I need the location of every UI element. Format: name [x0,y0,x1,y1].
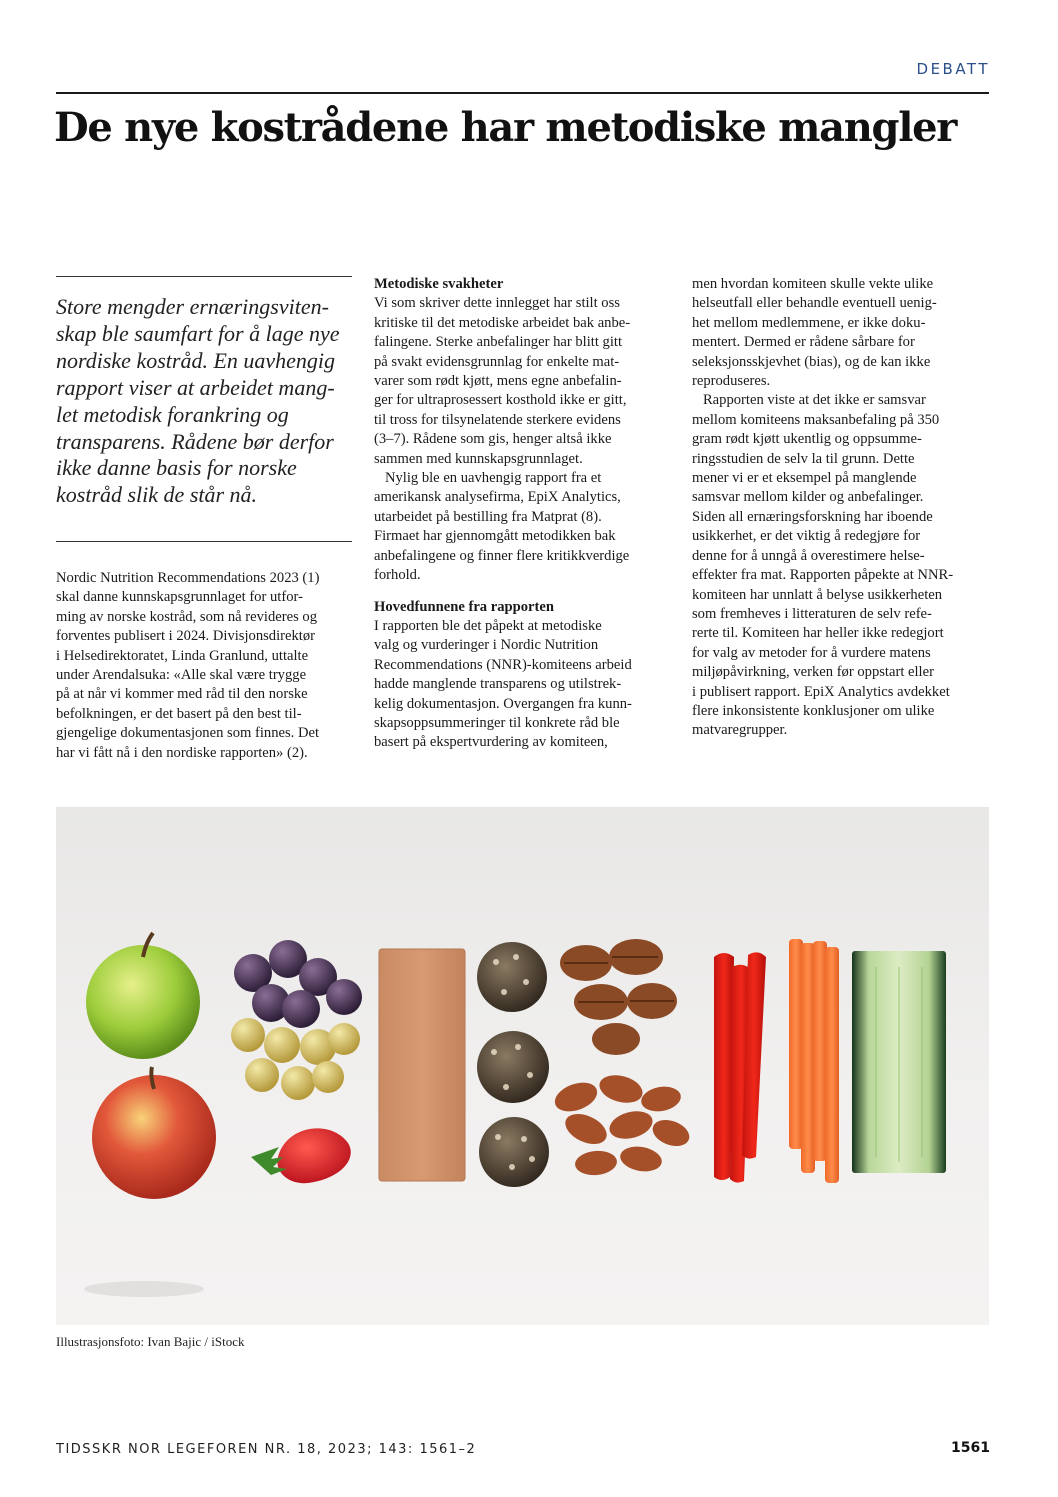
lede [56,294,356,509]
lede-line: transparens. Rådene bør derfor [56,428,334,454]
body-line: mellom komiteens maksanbefaling på 350 [692,411,940,428]
body-line: Nylig ble en uavhengig rapport fra et [374,470,602,487]
body-line: I rapporten ble det påpekt at metodiske [374,617,602,634]
body-line: utarbeidet på bestilling fra Matprat (8). [374,508,602,525]
body-line: miljøpåvirkning, verken før oppstart eller [692,664,934,681]
strawberry [251,1128,351,1183]
body-line: på svakt evidensgrunnlag for enkelte mat- [374,353,620,370]
lede-line: kostråd slik de står nå. [56,482,258,508]
body-line: i publisert rapport. EpiX Analytics avdekket [692,683,950,700]
body-line: for valg av metoder for å vurdere matens [692,644,931,661]
red-pepper-strips [714,952,766,1182]
body-line: het mellom medlemmene, er ikke doku- [692,314,926,331]
body-line: basert på ekspertvurdering av komiteen, [374,734,608,751]
body-line: mener vi er et eksempel på manglende [692,470,917,487]
body-line: ger for ultraprosessert kosthold ikke er gitt, [374,392,627,409]
paragraph-gap [374,586,674,598]
section-label: DEBATT [916,60,990,78]
column-1 [56,569,356,763]
body-line: men hvordan komiteen skulle vekte ulike [692,276,934,292]
body-line: ringsstudien de selv la til grunn. Dette [692,450,915,467]
body-line: forhold. [374,567,421,584]
body-line: kritiske til det metodiske arbeidet bak anbe- [374,314,631,331]
lede-bottom-rule [56,541,352,542]
body-line: Firmaet har gjennomgått metodikken bak [374,528,616,545]
body-line: effekter fra mat. Rapporten påpekte at NNR- [692,567,954,584]
subheading-metodiske-svakheter: Metodiske svakheter [374,276,504,292]
body-line: rerte til. Komiteen har heller ikke redegjort [692,625,944,642]
body-line: sammen med kunnskapsgrunnlaget. [374,450,583,467]
subheading-hovedfunnene: Hovedfunnene fra rapporten [374,598,554,615]
almonds [551,1071,693,1177]
body-line: falingene. Sterke anbefalinger har blitt gitt [374,334,623,351]
lede-top-rule [56,276,352,277]
body-line: forventes publisert i 2024. Divisjonsdirektør [56,628,316,645]
body-line: gram rødt kjøtt ukentlig og oppsumme- [692,431,922,448]
body-line: Siden all ernæringsforskning har iboende [692,508,933,525]
column-2 [374,275,674,753]
food-photo [56,807,989,1325]
body-line: Nordic Nutrition Recommendations 2023 (1) [56,570,320,586]
body-line: kelig dokumentasjon. Overgangen fra kunn- [374,695,632,712]
body-line: skapsoppsummeringer til konkrete råd ble [374,714,620,731]
column-3 [692,275,992,741]
photo-caption: Illustrasjonsfoto: Ivan Bajic / iStock [56,1334,245,1349]
body-line: ming av norske kostråd, som nå revideres og [56,608,318,625]
journal-footer: TIDSSKR NOR LEGEFOREN NR. 18, 2023; 143: 1561–2 [56,1442,477,1457]
body-line: på at når vi kommer med råd til den norske [56,686,308,703]
carrot-sticks [789,939,839,1183]
crispbread [379,949,465,1181]
body-line: befolkningen, er det basert på den best til- [56,705,302,722]
red-apple [92,1067,216,1199]
lede-line: ikke danne basis for norske [56,455,297,481]
body-line: reproduseres. [692,373,771,390]
body-line: har vi fått nå i den nordiske rapporten» (2). [56,744,308,761]
body-line: denne for å unngå å overestimere helse- [692,547,925,564]
body-line: mentert. Dermed er rådene sårbare for [692,334,915,351]
lede-line: nordiske kostråd. En uavhengig [56,347,336,373]
body-line: komiteen har unnlatt å belyse usikkerheten [692,586,943,603]
body-line: under Arendalsuka: «Alle skal være trygge [56,667,307,684]
body-line: til tross for tilsynelatende sterkere evidens [374,411,621,428]
lede-line: Store mengder ernæringsviten- [56,294,329,319]
body-line: helseutfall eller behandle eventuell uenig- [692,295,937,312]
body-line: Rapporten viste at det ikke er samsvar [692,392,926,409]
cucumber-sticks [852,951,946,1173]
body-line: samsvar mellom kilder og anbefalinger. [692,489,924,506]
body-line: usikkerhet, er det viktig å redegjøre for [692,528,921,545]
top-rule [56,92,989,94]
body-line: gjengelige dokumentasjonen som finnes. Det [56,725,320,742]
body-line: Vi som skriver dette innlegget har stilt oss [374,295,620,312]
body-line: anbefalingene og finner flere kritikkverdige [374,547,630,564]
body-line: Recommendations (NNR)-komiteens arbeid [374,656,632,673]
body-line: som fremheves i litteraturen de selv refe- [692,605,932,622]
body-line: valg og vurderinger i Nordic Nutrition [374,637,599,654]
body-line: (3–7). Rådene som gis, henger altså ikke [374,431,612,448]
lede-line: rapport viser at arbeidet mang- [56,374,335,400]
body-line: varer som rødt kjøtt, mens egne anbefalin- [374,373,622,390]
body-line: flere inkonsistente konklusjoner om ulike [692,702,935,719]
body-line: skal danne kunnskapsgrunnlaget for utfor- [56,589,303,606]
page-number: 1561 [951,1440,990,1456]
headline: De nye kostrådene har metodiske mangler [54,104,957,151]
body-line: i Helsedirektoratet, Linda Granlund, uttalte [56,647,309,664]
pecans [560,939,677,1055]
body-line: amerikansk analysefirma, EpiX Analytics, [374,489,621,506]
lede-line: skap ble saumfart for å lage nye [56,320,340,346]
body-line: matvaregrupper. [692,722,788,739]
grapes [231,940,362,1100]
body-line: seleksjonsskjevhet (bias), og de kan ikke [692,353,931,370]
lede-line: let metodisk forankring og [56,401,289,427]
energy-balls [477,942,549,1187]
body-line: hadde manglende transparens og utilstrek- [374,676,622,693]
